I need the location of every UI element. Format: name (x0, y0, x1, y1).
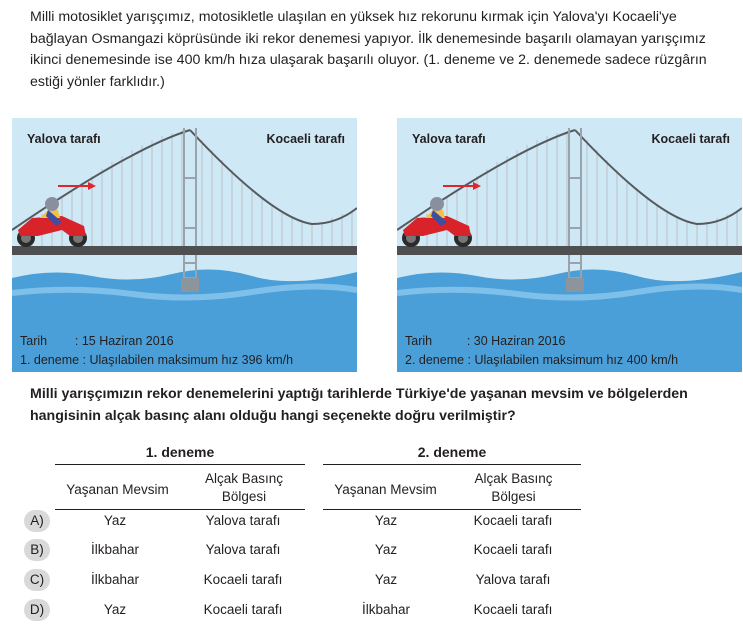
row-d-region-2: Kocaeli tarafı (473, 602, 553, 617)
col-pressure-2: Alçak Basınç Bölgesi (474, 471, 553, 504)
bridge-illustration-2 (397, 118, 742, 372)
question-text: Milli yarışçımızın rekor denemelerini yaptığı tarihlerde Türkiye'de yaşanan mevsim ve bölgelerden hangisinin alçak basınç alanı olduğu hangi seçenekte doğru verilmiştir? (30, 386, 688, 424)
row-c-season-1: İlkbahar (90, 572, 140, 587)
row-a-season-1: Yaz (103, 513, 127, 528)
row-c-region-2: Yalova tarafı (475, 572, 551, 587)
kocaeli-side-label-1: Kocaeli tarafı (266, 132, 345, 146)
option-d[interactable]: D) (24, 599, 50, 621)
row-a-region-2: Kocaeli tarafı (473, 513, 553, 528)
col-pressure-1: Alçak Basınç Bölgesi (204, 471, 284, 504)
bridge-illustration-1 (12, 118, 357, 372)
group-rule-1 (55, 464, 305, 465)
row-d-season-1: Yaz (103, 602, 127, 617)
option-a[interactable]: A) (24, 510, 50, 532)
row-a-season-2: Yaz (374, 513, 398, 528)
result-line-1: 1. deneme : Ulaşılabilen maksimum hız 396 km/h (20, 353, 294, 367)
intro-paragraph: Milli motosiklet yarışçımız, motosikletle ulaşılan en yüksek hız rekorunu kırmak için Yalova'yı Kocaeli'ye bağlayan Osmangazi köprüsünde iki rekor denemesi yapıyor. İlk denemesinde başarılı olamayan yarışçımız ikinci denemesinde ise 400 km/h hıza ulaşarak başarılı oluyor. (1. deneme ve 2. denemede sadece rüzgârın estiği yönler farklıdır.) (30, 9, 707, 90)
row-b-region-2: Kocaeli tarafı (473, 542, 553, 557)
row-c-season-2: Yaz (374, 572, 398, 587)
row-b-season-1: İlkbahar (90, 542, 140, 557)
row-b-season-2: Yaz (374, 542, 398, 557)
date-line-1: Tarih : 15 Haziran 2016 (20, 334, 174, 348)
header-rule-1 (55, 509, 305, 510)
col-season-1: Yaşanan Mevsim (66, 482, 169, 497)
yalova-side-label-1: Yalova tarafı (27, 132, 101, 146)
row-c-region-1: Kocaeli tarafı (203, 572, 283, 587)
header-rule-2 (323, 509, 581, 510)
kocaeli-side-label-2: Kocaeli tarafı (651, 132, 730, 146)
group-header-1: 1. deneme (145, 444, 215, 460)
group-rule-2 (323, 464, 581, 465)
row-d-season-2: İlkbahar (361, 602, 411, 617)
row-a-region-1: Yalova tarafı (205, 513, 281, 528)
row-b-region-1: Yalova tarafı (205, 542, 281, 557)
option-b[interactable]: B) (24, 539, 50, 561)
date-line-2: Tarih : 30 Haziran 2016 (405, 334, 566, 348)
yalova-side-label-2: Yalova tarafı (412, 132, 486, 146)
row-d-region-1: Kocaeli tarafı (203, 602, 283, 617)
option-c[interactable]: C) (24, 569, 50, 591)
group-header-2: 2. deneme (417, 444, 487, 460)
result-line-2: 2. deneme : Ulaşılabilen maksimum hız 400 km/h (405, 353, 679, 367)
col-season-2: Yaşanan Mevsim (334, 482, 437, 497)
